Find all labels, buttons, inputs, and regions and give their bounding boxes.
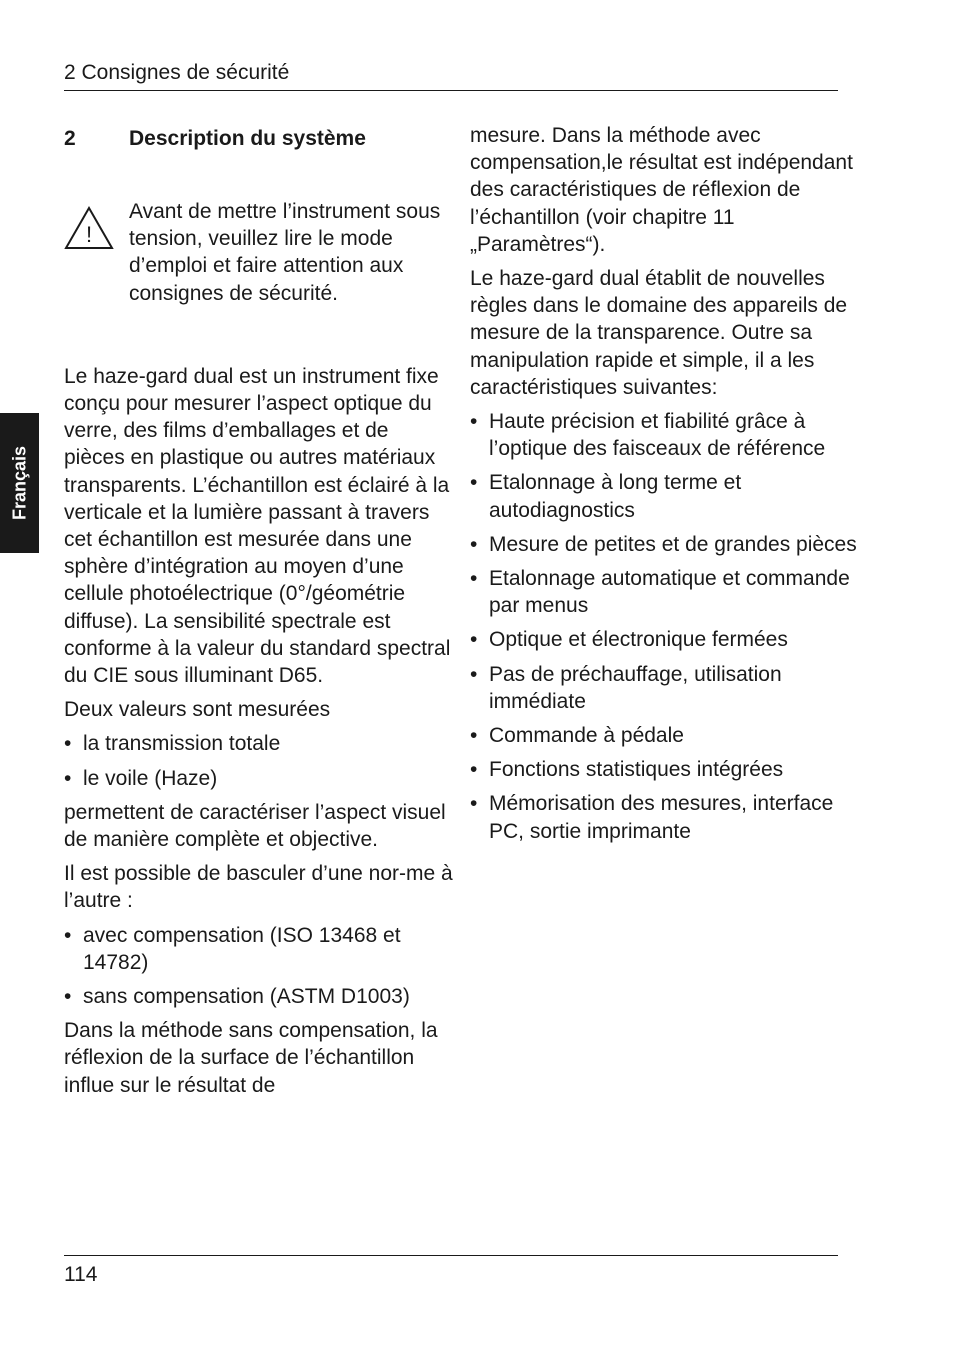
list-item: • sans compensation (ASTM D1003)	[64, 985, 410, 1009]
norms-list	[64, 922, 454, 1011]
warning-text: Avant de mettre l’instrument sous tension, veuillez lire le mode d’emploi et faire attention aux consignes de sécurité.	[129, 200, 441, 305]
measured-values-list	[64, 730, 454, 791]
page-number: 114	[64, 1263, 98, 1286]
section-number: 2	[64, 127, 76, 150]
list-item: • la transmission totale	[64, 732, 281, 756]
running-header: 2 Consignes de sécurité	[64, 61, 290, 84]
header-rule	[64, 90, 838, 91]
section-title: Description du système	[129, 127, 366, 150]
list-item: • Etalonnage à long terme et autodiagnostics	[470, 471, 742, 522]
list-item: • Commande à pédale	[470, 724, 684, 748]
list-item: • Optique et électronique fermées	[470, 628, 788, 652]
continuation-paragraph: mesure. Dans la méthode avec compensation,le résultat est indépendant des caractéristiques de réflexion de l’échantillon (voir chapitre 11 „Paramètres“).	[470, 124, 853, 256]
left-column	[64, 122, 454, 1106]
list-item: • Pas de préchauffage, utilisation immédiate	[470, 662, 782, 713]
values-outro: permettent de caractériser l’aspect visuel de manière complète et objective.	[64, 800, 446, 852]
list-item: • avec compensation (ISO 13468 et 14782)	[64, 923, 401, 974]
list-item: • Fonctions statistiques intégrées	[470, 758, 784, 782]
footer-rule	[64, 1255, 838, 1256]
warning-notice	[64, 198, 454, 307]
list-item: • Haute précision et fiabilité grâce à l’optique des faisceaux de référence	[470, 410, 826, 461]
list-item: • Etalonnage automatique et commande par menus	[470, 567, 850, 618]
values-intro: Deux valeurs sont mesurées	[64, 698, 331, 722]
switch-intro: Il est possible de basculer d’une nor-me à l’autre :	[64, 862, 453, 913]
intro-paragraph: Le haze-gard dual est un instrument fixe conçu pour mesurer l’aspect optique du verre, des films d’emballages et de pièces en plastique ou autres matériaux transparents. L’échantillon est éclairé à la verticale et la lumière passant à travers cet échantillon est mesurée dans une sphère d’intégration au moyen d’une cellule photoélectrique (0°/géométrie diffuse). La sensibilité spectrale est conforme à la valeur du standard spectral du CIE sous illuminant D65.	[64, 364, 451, 688]
list-item: • le voile (Haze)	[64, 766, 218, 790]
features-list	[470, 408, 870, 845]
list-item: • Mesure de petites et de grandes pièces	[470, 532, 857, 556]
language-tab	[0, 413, 39, 553]
warning-triangle-icon	[64, 198, 129, 307]
language-tab-label: Français	[9, 445, 29, 521]
method-paragraph: Dans la méthode sans compensation, la réflexion de la surface de l’échantillon influe sur le résultat de	[64, 1019, 438, 1097]
list-item: • Mémorisation des mesures, interface PC, sortie imprimante	[470, 792, 834, 843]
svg-text:!: !	[85, 222, 93, 247]
section-heading	[64, 124, 454, 154]
right-column	[470, 122, 870, 852]
features-intro: Le haze-gard dual établit de nouvelles règles dans le domaine des appareils de mesure de la transparence. Outre sa manipulation rapide et simple, il a les caractéristiques suivantes:	[470, 267, 848, 399]
